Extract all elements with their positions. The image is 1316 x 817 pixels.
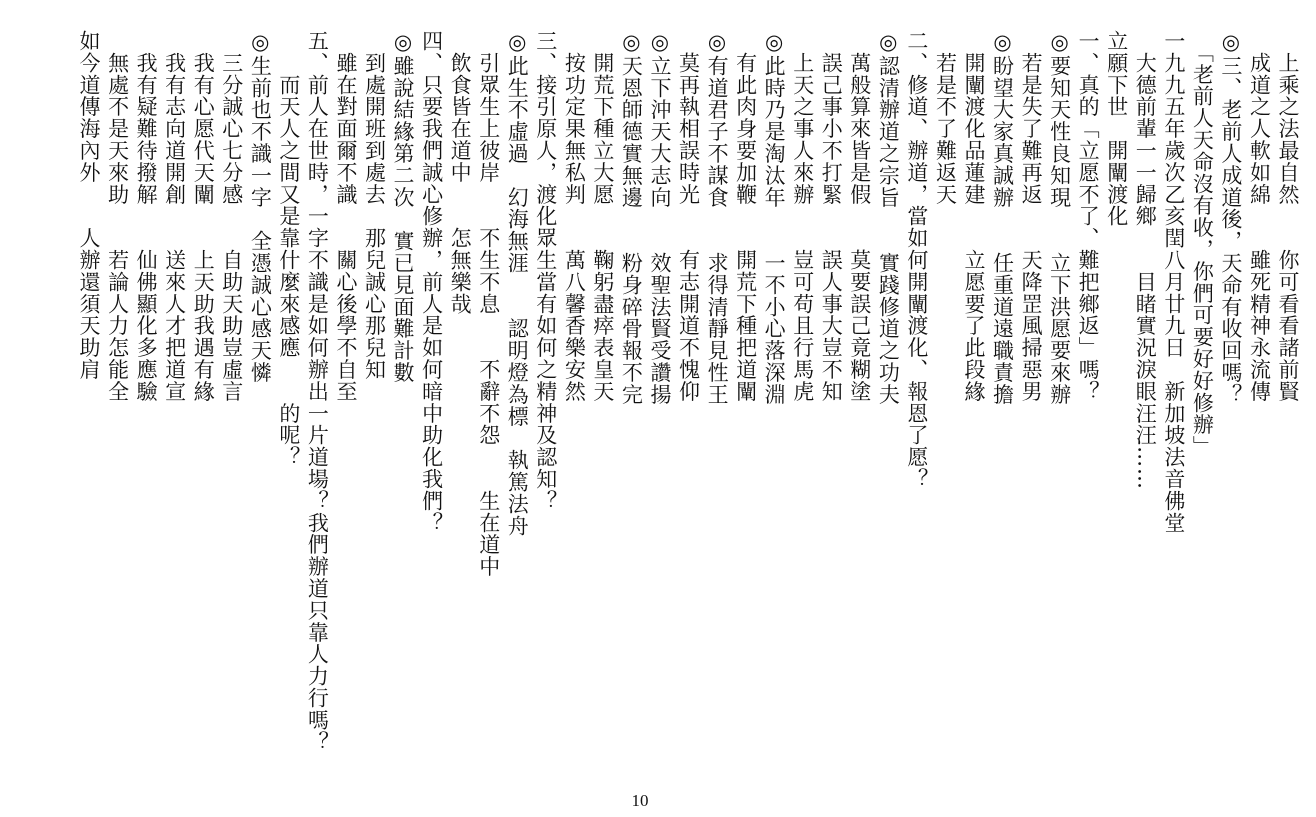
text-column: 莫再執相誤時光 有志開道不愧仰: [676, 30, 701, 403]
text-column: 萬般算來皆是假 莫要誤己竟糊塗: [847, 30, 872, 403]
text-column: 一九九五年歲次乙亥閏八月廿九日 新加坡法音佛堂: [1161, 30, 1186, 534]
text-column: 按功定果無私判 萬八馨香樂安然: [562, 30, 587, 403]
text-column: 而天人之間又是靠什麼來感應 的呢？: [276, 30, 301, 468]
text-column: ◎有道君子不謀食 求得清靜見性王: [705, 30, 730, 406]
text-column: 我有志向道開創 送來人才把道宣: [162, 30, 187, 403]
text-column: 上乘之法最自然 你可看看諸前賢: [1276, 30, 1300, 403]
text-column: 四、只要我們誠心修辦，前人是如何暗中助化我們？: [419, 30, 444, 534]
text-column: 飲食皆在道中 怎無樂哉: [448, 30, 473, 315]
text-column: 立願下世 開闡渡化: [1104, 30, 1129, 228]
text-column: 三、接引原人，渡化眾生當有如何之精神及認知？: [533, 30, 558, 512]
text-column: ◎生前也不識一字 全憑誠心感天憐: [248, 30, 273, 384]
text-column: ◎此時乃是淘汰年 一不小心落深淵: [762, 30, 787, 406]
text-column: 三分誠心七分感 自助天助豈虛言: [219, 30, 244, 403]
text-column: 開荒下種立大愿 鞠躬盡瘁表皇天: [590, 30, 615, 403]
text-column: 若是失了難再返 天降罡風掃惡男: [1019, 30, 1044, 403]
text-column: ◎此生不虛過 幻海無涯 認明燈為標 執篤法舟: [505, 30, 530, 537]
text-column: 上天之事人來辦 豈可苟且行馬虎: [790, 30, 815, 403]
text-column: 雖在對面爾不識 關心後學不自至: [333, 30, 358, 403]
text-column: 「老前人天命沒有收，你們可要好好修辦」: [1190, 30, 1215, 458]
text-column: 一、真的「立愿不了、難把鄉返」嗎？: [1076, 30, 1101, 403]
text-column: 我有心愿代天闡 上天助我遇有緣: [191, 30, 216, 403]
text-column: 引眾生上彼岸 不生不息 不辭不怨 生在道中: [476, 30, 501, 578]
text-column: 到處開班到處去 那兒誠心那兒知: [362, 30, 387, 381]
text-column: ◎雖說結緣第二次 實已見面難計數: [391, 30, 416, 384]
text-column: ◎立下沖天大志向 效聖法賢受讚揚: [647, 30, 672, 406]
page-number: 10: [631, 791, 649, 810]
text-column: 大德前輩一一歸鄉 目睹實況淚眼汪汪……: [1133, 30, 1158, 490]
text-column: ◎天恩師德實無邊 粉身碎骨報不完: [619, 30, 644, 406]
text-column: ◎三、老前人成道後，天命有收回嗎？: [1218, 30, 1243, 406]
text-column: ◎認清辦道之宗旨 實踐修道之功夫: [876, 30, 901, 406]
text-column: 若是不了難返天: [933, 30, 958, 206]
text-column: ◎盼望大家真誠辦 任重道遠職責擔: [990, 30, 1015, 406]
text-column: ◎要知天性良知現 立下洪愿要來辦: [1047, 30, 1072, 406]
text-column: 無處不是天來助 若論人力怎能全: [105, 30, 130, 403]
vertical-text-block: [74, 30, 1302, 800]
text-column: 誤己事小不打緊 誤人事大豈不知: [819, 30, 844, 403]
text-column: 有此肉身要加鞭 開荒下種把道闡: [733, 30, 758, 403]
text-column: 成道之人軟如綿 雖死精神永流傳: [1247, 30, 1272, 403]
text-column: 二、修道、辦道，當如何開闡渡化、報恩了愿？: [904, 30, 929, 490]
text-column: 開闡渡化品蓮建 立愿要了此段緣: [961, 30, 986, 403]
text-column: 我有疑難待撥解 仙佛顯化多應驗: [134, 30, 159, 403]
text-column: 五、前人在世時，一字不識是如何辦出一片道場？我們辦道只靠人力行嗎？: [305, 30, 330, 753]
text-column: 如今道傳海內外 人辦還須天助肩: [77, 30, 102, 381]
